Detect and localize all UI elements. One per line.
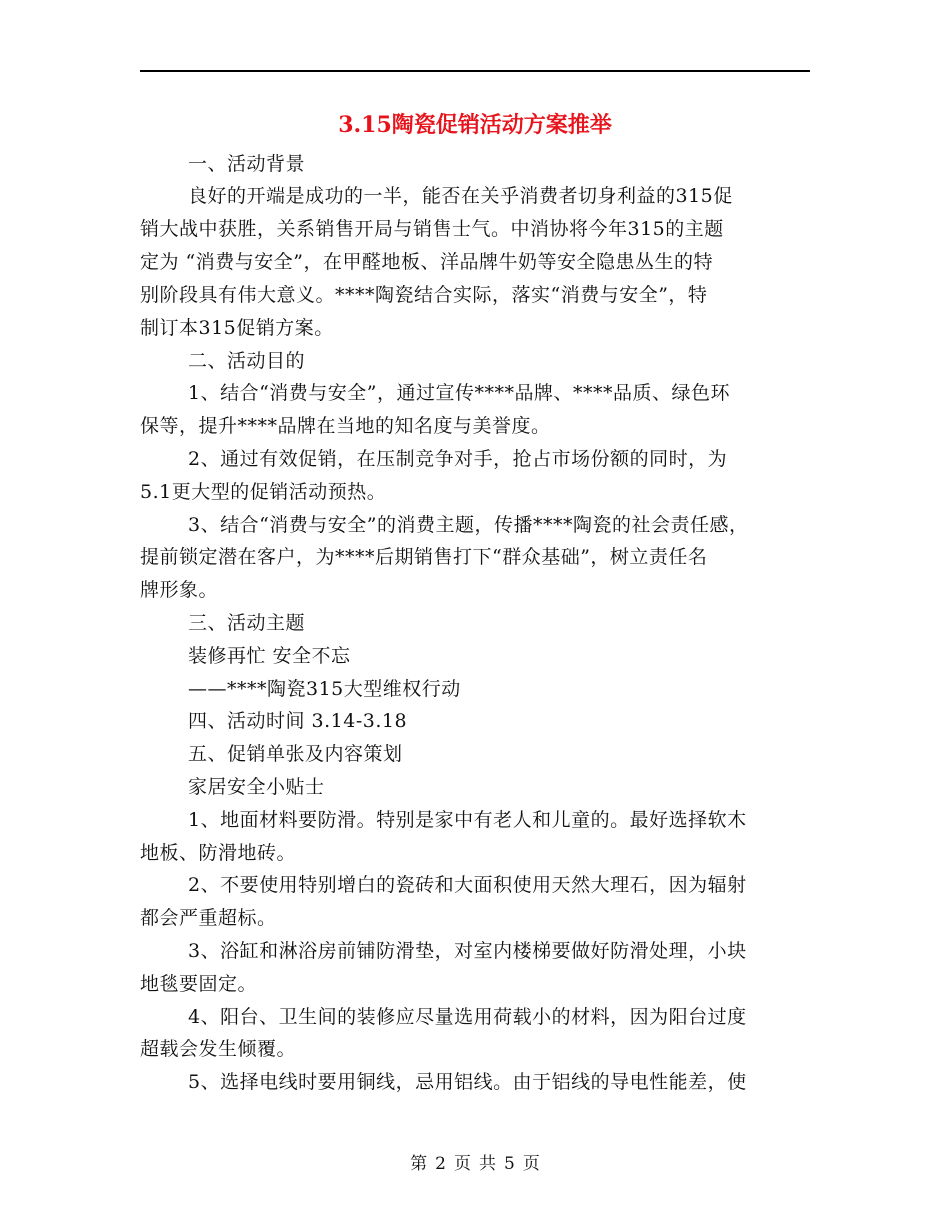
paragraph-line: 3、浴缸和淋浴房前铺防滑垫，对室内楼梯要做好防滑处理，小块 bbox=[188, 940, 747, 962]
paragraph-line: ——****陶瓷315大型维权行动 bbox=[188, 678, 461, 700]
footer-page-unit: 页 bbox=[454, 1154, 471, 1174]
heading-promotion: 五、促销单张及内容策划 bbox=[188, 743, 403, 765]
heading-background: 一、活动背景 bbox=[188, 153, 306, 175]
paragraph-line: 超载会发生倾覆。 bbox=[140, 1038, 297, 1060]
paragraph-line: 良好的开端是成功的一半，能否在关乎消费者切身利益的315促 bbox=[188, 185, 733, 207]
heading-time: 四、活动时间 3.14-3.18 bbox=[188, 710, 408, 732]
footer-page-number: 2 bbox=[435, 1154, 446, 1174]
footer-prefix: 第 bbox=[410, 1154, 428, 1174]
paragraph-line: 2、通过有效促销，在压制竞争对手，抢占市场份额的同时，为 bbox=[188, 448, 728, 470]
paragraph-line: 地毯要固定。 bbox=[140, 973, 258, 995]
paragraph-line: 提前锁定潜在客户，为****后期销售打下“群众基础”，树立责任名 bbox=[140, 546, 708, 568]
paragraph-line: 销大战中获胜，关系销售开局与销售士气。中消协将今年315的主题 bbox=[140, 218, 724, 240]
page-title: 3.15陶瓷促销活动方案推举 bbox=[338, 112, 612, 138]
footer-total-unit: 页 bbox=[522, 1154, 540, 1174]
paragraph-line: 5、选择电线时要用铜线，忌用铝线。由于铝线的导电性能差，使 bbox=[188, 1071, 747, 1093]
footer-total-prefix: 共 bbox=[479, 1154, 496, 1174]
paragraph-line: 5.1更大型的促销活动预热。 bbox=[140, 481, 387, 503]
paragraph-line: 别阶段具有伟大意义。****陶瓷结合实际，落实“消费与安全”，特 bbox=[140, 284, 708, 306]
paragraph-line: 制订本315促销方案。 bbox=[140, 317, 334, 339]
paragraph-line: 定为 “消费与安全”，在甲醛地板、洋品牌牛奶等安全隐患丛生的特 bbox=[140, 251, 713, 273]
paragraph-line: 4、阳台、卫生间的装修应尽量选用荷载小的材料，因为阳台过度 bbox=[188, 1006, 747, 1028]
paragraph-line: 3、结合“消费与安全”的消费主题，传播****陶瓷的社会责任感， bbox=[188, 514, 749, 536]
paragraph-line: 都会严重超标。 bbox=[140, 907, 277, 929]
paragraph-line: 家居安全小贴士 bbox=[188, 776, 325, 798]
paragraph-line: 1、结合“消费与安全”，通过宣传****品牌、****品质、绿色环 bbox=[188, 382, 731, 404]
paragraph-line: 2、不要使用特别增白的瓷砖和大面积使用天然大理石，因为辐射 bbox=[188, 874, 747, 896]
paragraph-line: 装修再忙 安全不忘 bbox=[188, 645, 351, 667]
paragraph-line: 牌形象。 bbox=[140, 579, 219, 601]
heading-purpose: 二、活动目的 bbox=[188, 350, 306, 372]
header-rule bbox=[140, 70, 810, 72]
paragraph-line: 保等，提升****品牌在当地的知名度与美誉度。 bbox=[140, 415, 551, 437]
footer-total-pages: 5 bbox=[504, 1154, 515, 1174]
paragraph-line: 地板、防滑地砖。 bbox=[140, 842, 297, 864]
heading-theme: 三、活动主题 bbox=[188, 612, 306, 634]
paragraph-line: 1、地面材料要防滑。特别是家中有老人和儿童的。最好选择软木 bbox=[188, 809, 747, 831]
page-footer bbox=[0, 1152, 950, 1176]
